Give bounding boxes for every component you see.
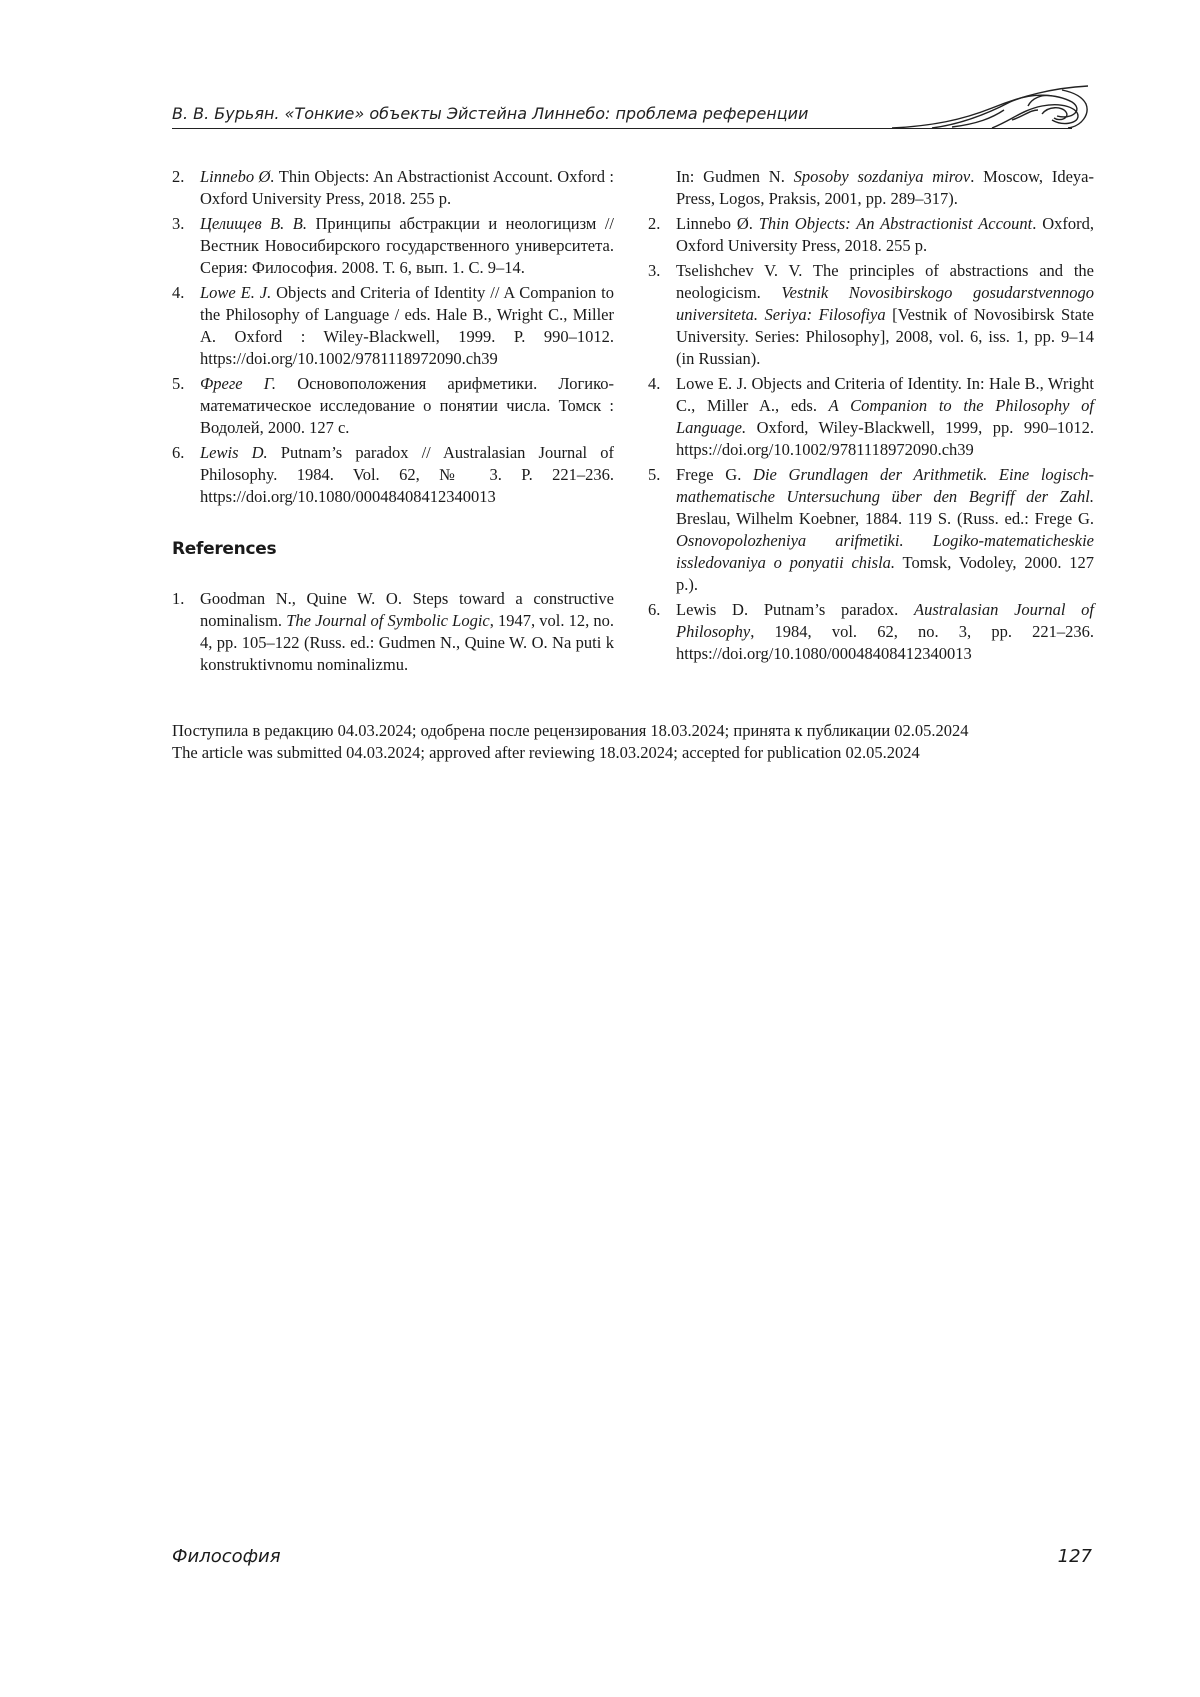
reference-text: Основоположения арифметики. Логико-математическое исследование о понятии числа. Томск : Водолей, 2000. 127 с. — [200, 374, 614, 437]
reference-item — [172, 282, 614, 370]
reference-book: Osnovopolozheniya arifmetiki. Logiko-matematicheskie issledovaniya o ponyatii chisla. — [676, 531, 1094, 572]
page-number: 127 — [1057, 1546, 1092, 1567]
reference-text: Lewis D. Putnam’s paradox. — [676, 600, 915, 619]
left-column — [172, 166, 614, 679]
right-column — [648, 166, 1094, 668]
reference-author: Фреге Г. — [200, 374, 277, 393]
reference-item-continued — [648, 166, 1094, 210]
reference-author: Linnebo Ø. — [200, 167, 275, 186]
reference-number: 4. — [172, 283, 185, 302]
reference-text: Thin Objects: An Abstractionist Account. Oxford : Oxford University Press, 2018. 255 p. — [200, 167, 614, 208]
reference-text: Putnam’s paradox // Australasian Journal of Philosophy. 1984. Vol. 62, № 3. P. 221–236. https://doi.org/10.1080/00048408412340013 — [200, 443, 614, 506]
reference-text: Oxford, Wiley-Blackwell, 1999, pp. 990–1012. https://doi.org/10.1002/9781118972090.ch39 — [676, 418, 1094, 459]
reference-book: Die Grundlagen der Arithmetik. Eine logisch-mathematische Untersuchung über den Begriff der Zahl. — [676, 465, 1095, 506]
reference-text: Lowe E. J. Objects and Criteria of Identity. In: Hale B., Wright C., Miller A., eds. — [676, 374, 1094, 415]
reference-author: Lewis D. — [200, 443, 268, 462]
references-heading: References — [172, 539, 277, 559]
reference-item — [648, 373, 1094, 461]
reference-item — [172, 373, 614, 439]
reference-journal: Australasian Journal of Philosophy — [676, 600, 1094, 641]
reference-number: 1. — [172, 589, 185, 608]
reference-item — [172, 166, 614, 210]
reference-text: Linnebo Ø. — [676, 214, 759, 233]
reference-number: 4. — [648, 374, 661, 393]
reference-number: 6. — [172, 443, 185, 462]
reference-author: Целищев В. В. — [200, 214, 307, 233]
reference-text: , 1984, vol. 62, no. 3, pp. 221–236. https://doi.org/10.1080/00048408412340013 — [676, 622, 1094, 663]
reference-item — [648, 260, 1094, 370]
reference-text: Objects and Criteria of Identity // A Companion to the Philosophy of Language / eds. Hale B., Wright C., Miller A. Oxford : Wiley-Blackwell, 1999. P. 990–1012. https://doi.org/10.1002/9781118972090.ch39 — [200, 283, 614, 368]
dates-russian: Поступила в редакцию 04.03.2024; одобрена после рецензирования 18.03.2024; принята к публикации 02.05.2024 — [172, 721, 969, 740]
reference-item — [172, 213, 614, 279]
reference-text: Goodman N., Quine W. O. Steps toward a constructive nominalism. — [200, 589, 614, 630]
reference-item — [172, 442, 614, 508]
reference-text: Breslau, Wilhelm Koebner, 1884. 119 S. (Russ. ed.: Frege G. — [676, 509, 1094, 528]
reference-number: 5. — [648, 465, 661, 484]
reference-text: Tselishchev V. V. The principles of abstractions and the neologicism. — [676, 261, 1094, 302]
reference-text: . Oxford, Oxford University Press, 2018. 255 p. — [676, 214, 1095, 255]
reference-book: A Companion to the Philosophy of Language. — [676, 396, 1095, 437]
reference-item — [172, 588, 614, 676]
reference-book: Sposoby sozdaniya mirov — [793, 167, 971, 186]
reference-text: Принципы абстракции и неологицизм // Вестник Новосибирского государственного университета. Серия: Философия. 2008. Т. 6, вып. 1. С. 9–14. — [200, 214, 614, 277]
dates-english: The article was submitted 04.03.2024; approved after reviewing 18.03.2024; accepted for publication 02.05.2024 — [172, 743, 920, 762]
reference-text: Tomsk, Vodoley, 2000. 127 p.). — [676, 553, 1094, 594]
reference-number: 6. — [648, 600, 661, 619]
reference-number: 3. — [172, 214, 185, 233]
reference-item — [648, 213, 1094, 257]
running-header — [172, 80, 1092, 132]
submission-dates — [172, 720, 1092, 764]
reference-number: 5. — [172, 374, 185, 393]
art-nouveau-ornament-icon — [892, 80, 1092, 136]
reference-text: , 1947, vol. 12, no. 4, pp. 105–122 (Russ. ed.: Gudmen N., Quine W. O. Na puti k konstruktivnomu nominalizmu. — [200, 611, 614, 674]
reference-number: 3. — [648, 261, 661, 280]
reference-text: In: Gudmen N. — [676, 167, 794, 186]
reference-item — [648, 599, 1094, 665]
reference-book: Thin Objects: An Abstractionist Account — [758, 214, 1033, 233]
reference-text: [Vestnik of Novosibirsk State University. Series: Philosophy], 2008, vol. 6, iss. 1, pp. 9–14 (in Russian). — [676, 305, 1094, 368]
reference-text: Frege G. — [676, 465, 754, 484]
footer-section: Философия — [172, 1546, 281, 1567]
reference-number: 2. — [648, 214, 661, 233]
reference-number: 2. — [172, 167, 185, 186]
reference-author: Lowe E. J. — [200, 283, 272, 302]
reference-journal: The Journal of Symbolic Logic — [286, 611, 490, 630]
reference-journal: Vestnik Novosibirskogo gosudarstvennogo universiteta. Seriya: Filosofiya — [676, 283, 1094, 324]
reference-text: . Moscow, Ideya-Press, Logos, Praksis, 2001, pp. 289–317). — [676, 167, 1094, 208]
reference-item — [648, 464, 1094, 596]
running-title: В. В. Бурьян. «Тонкие» объекты Эйстейна Линнебо: проблема референции — [172, 104, 809, 123]
